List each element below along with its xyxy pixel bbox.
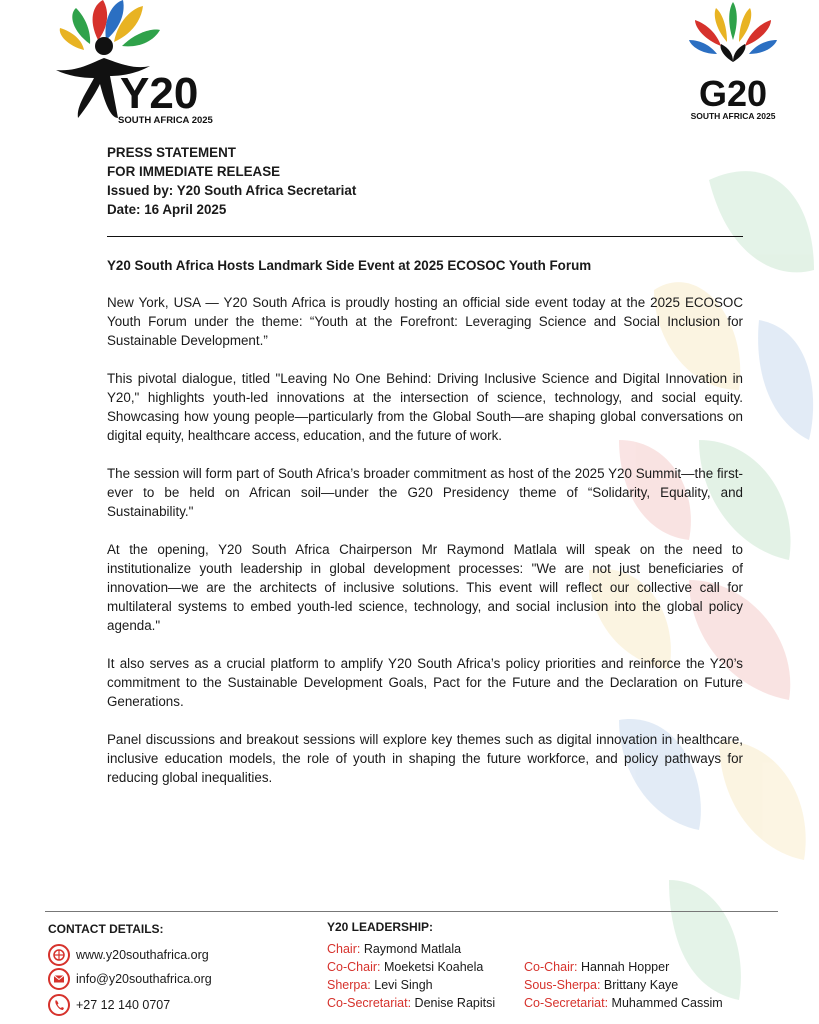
leader-role: Sherpa: (327, 978, 371, 992)
y20-logo-text: Y20 (120, 69, 199, 118)
leader-name: Moeketsi Koahela (380, 960, 484, 974)
leader-chair (327, 942, 461, 956)
paragraph: It also serves as a crucial platform to amplify Y20 South Africa’s policy priorities and reinforce the Y20’s commitment to the Sustainable Development Goals, Pact for the Future and the Declaration on Future Generations. (107, 656, 743, 709)
leader-name: Denise Rapitsi (411, 996, 496, 1010)
contact-email[interactable] (48, 968, 212, 990)
leader-co-secretariat-1 (327, 996, 495, 1010)
email-icon (48, 968, 70, 990)
leader-name: Hannah Hopper (577, 960, 670, 974)
phone-number[interactable]: +27 12 140 0707 (76, 998, 171, 1012)
header-line-date: Date: 16 April 2025 (107, 202, 227, 217)
contact-phone[interactable] (48, 994, 170, 1016)
press-release-title: Y20 South Africa Hosts Landmark Side Event at 2025 ECOSOC Youth Forum (107, 258, 592, 273)
leader-co-secretariat-2 (524, 996, 723, 1010)
leader-role: Co-Chair: (524, 960, 578, 974)
paragraph: At the opening, Y20 South Africa Chairperson Mr Raymond Matlala will speak on the need to institutionalize youth leadership in global development processes: "We are not just beneficiaries of innovation—we are the architects of inclusive solutions. This event will reflect our collective call for multilateral systems to embed youth-led science, technology, and social inclusion into the global policy agenda." (107, 542, 743, 633)
header-line-issued-by: Issued by: Y20 South Africa Secretariat (107, 183, 357, 198)
contact-website[interactable] (48, 944, 209, 966)
leadership-title: Y20 LEADERSHIP: (327, 920, 434, 934)
leader-role: Chair: (327, 942, 361, 956)
phone-icon (48, 994, 70, 1016)
g20-logo-subtitle: SOUTH AFRICA 2025 (690, 111, 776, 121)
leader-role: Co-Secretariat: (327, 996, 412, 1010)
leader-name: Muhammed Cassim (608, 996, 723, 1010)
leader-co-chair-2 (524, 960, 669, 974)
footer-divider (45, 911, 778, 912)
paragraph: The session will form part of South Africa’s broader commitment as host of the 2025 Y20 Summit—the first-ever to be held on African soil—under the G20 Presidency theme of “Solidarity, Equality, and Sustainability." (107, 466, 743, 519)
paragraph: New York, USA — Y20 South Africa is proudly hosting an official side event today at the 2025 ECOSOC Youth Forum under the theme: “Youth at the Forefront: Leveraging Science and Social Inclusion for Sustainable Development.” (107, 295, 743, 348)
website-link[interactable]: www.y20southafrica.org (76, 948, 209, 962)
g20-logo (683, 0, 783, 128)
paragraph: This pivotal dialogue, titled "Leaving No One Behind: Driving Inclusive Science and Digital Innovation in Y20," highlights youth-led innovations at the intersection of science, technology, and social equity. Showcasing how young people—particularly from the Global South—are shaping global conversations on digital equity, healthcare access, education, and the future of work. (107, 371, 743, 443)
contact-details-title: CONTACT DETAILS: (48, 922, 164, 936)
header-line-press-statement: PRESS STATEMENT (107, 145, 236, 160)
leader-name: Levi Singh (370, 978, 433, 992)
leader-role: Co-Chair: (327, 960, 381, 974)
y20-logo-subtitle: SOUTH AFRICA 2025 (118, 115, 213, 126)
globe-icon (48, 944, 70, 966)
g20-logo-text: G20 (698, 73, 768, 114)
header-line-release: FOR IMMEDIATE RELEASE (107, 164, 281, 179)
header-divider (107, 236, 743, 237)
email-link[interactable]: info@y20southafrica.org (76, 972, 212, 986)
leader-role: Sous-Sherpa: (524, 978, 601, 992)
leader-sherpa (327, 978, 433, 992)
press-release-body (107, 256, 743, 806)
leader-co-chair-1 (327, 960, 483, 974)
press-statement-header (107, 143, 356, 219)
y20-logo (38, 0, 228, 128)
leader-name: Brittany Kaye (600, 978, 679, 992)
leader-role: Co-Secretariat: (524, 996, 609, 1010)
paragraph: Panel discussions and breakout sessions will explore key themes such as digital innovation in healthcare, inclusive education models, the role of youth in shaping the future workforce, and policy pathways for reducing global inequalities. (107, 732, 743, 785)
leader-sous-sherpa (524, 978, 678, 992)
leader-name: Raymond Matlala (360, 942, 462, 956)
